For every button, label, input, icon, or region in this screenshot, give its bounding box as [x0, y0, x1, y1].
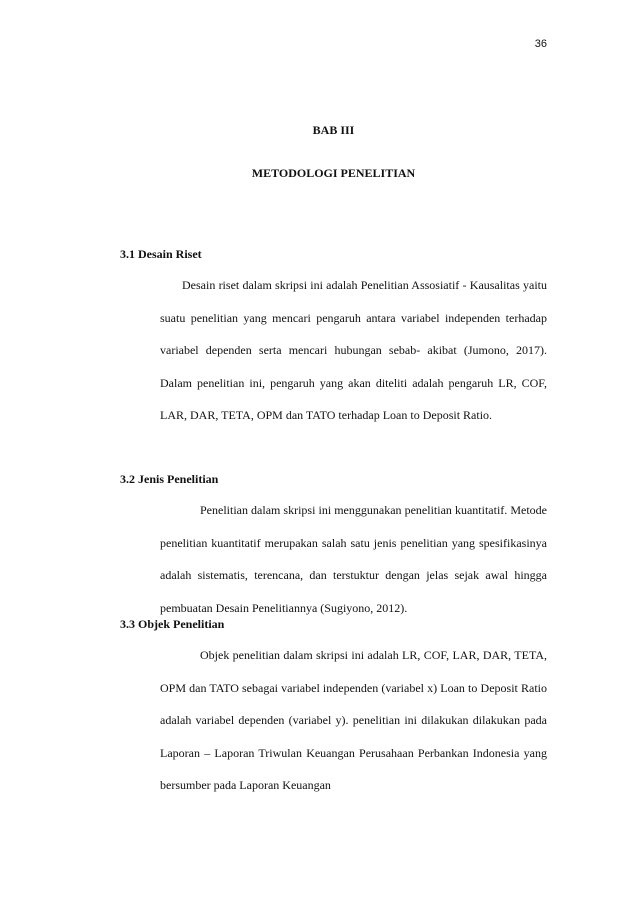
section-paragraph-jenis-penelitian: Penelitian dalam skripsi ini menggunakan penelitian kuantitatif. Metode penelitian kuantitatif merupakan salah satu jenis penelitian yang spesifikasinya adalah sistematis, terencana, dan terstuktur dengan jelas sejak awal hingga pembuatan Desain Penelitiannya (Sugiyono, 2012). [160, 503, 547, 615]
section-paragraph-desain-riset: Desain riset dalam skripsi ini adalah Penelitian Assosiatif - Kausalitas yaitu suatu penelitian yang mencari pengaruh antara variabel independen terhadap variabel dependen serta mencari hubungan sebab- akibat (Jumono, 2017). Dalam penelitian ini, pengaruh yang akan diteliti adalah pengaruh LR, COF, LAR, DAR, TETA, OPM dan TATO terhadap Loan to Deposit Ratio. [160, 278, 547, 423]
section-heading-objek-penelitian: 3.3 Objek Penelitian [120, 617, 225, 631]
chapter-label: BAB III [312, 123, 355, 137]
section-heading-jenis-penelitian: 3.2 Jenis Penelitian [120, 472, 219, 486]
section-heading-desain-riset: 3.1 Desain Riset [120, 247, 202, 261]
page-number: 36 [534, 38, 547, 50]
chapter-title: METODOLOGI PENELITIAN [251, 166, 416, 180]
section-paragraph-objek-penelitian: Objek penelitian dalam skripsi ini adalah LR, COF, LAR, DAR, TETA, OPM dan TATO sebagai variabel independen (variabel x) Loan to Deposit Ratio adalah variabel dependen (variabel y). penelitian ini dilakukan dilakukan pada Laporan – Laporan Triwulan Keuangan Perusahaan Perbankan Indonesia yang bersumber pada Laporan Keuangan [160, 648, 547, 793]
